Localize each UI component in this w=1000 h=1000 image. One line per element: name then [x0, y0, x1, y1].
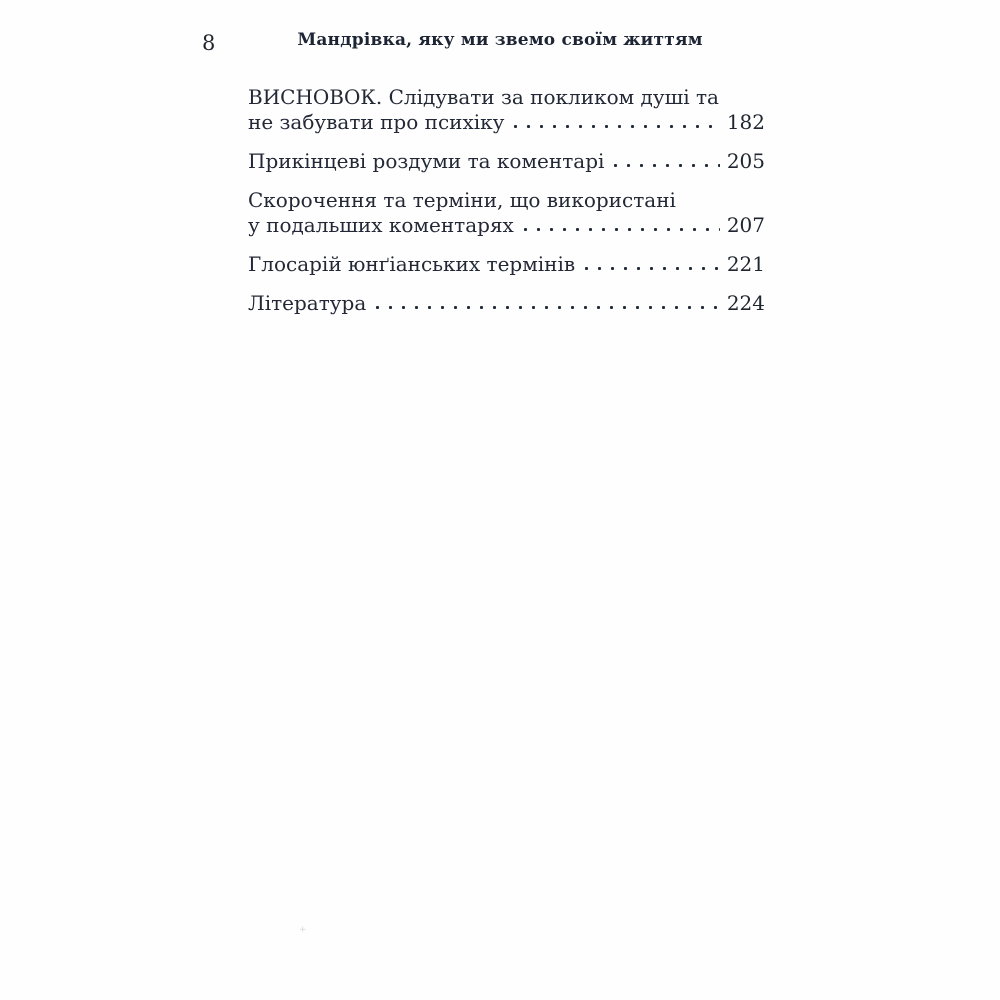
toc-entry: [248, 252, 765, 277]
toc-entry: [248, 85, 765, 135]
toc-entry: [248, 188, 765, 238]
toc-entry-last-line: [248, 291, 765, 316]
toc-entry-last-line: [248, 252, 765, 277]
toc-entry-last-line: [248, 213, 765, 238]
page-number-folio: 8: [202, 31, 216, 55]
toc-entry-line: не забувати про психіку: [248, 110, 505, 134]
scan-artifact-mark: +: [299, 925, 307, 935]
dot-leader: [371, 305, 720, 310]
toc-entry-line: Прикінцеві роздуми та коментарі: [248, 149, 605, 173]
toc-page-number: 221: [726, 252, 765, 276]
running-header-title: Мандрівка, яку ми звемо своїм життям: [297, 30, 703, 50]
toc-entry-line: ВИСНОВОК. Слідувати за покликом душі та: [248, 85, 719, 109]
dot-leader: [509, 124, 719, 129]
toc-entry-line: у подальших коментарях: [248, 213, 514, 237]
toc-entry-line: Скорочення та терміни, що використані: [248, 188, 676, 212]
dot-leader: [519, 227, 720, 232]
toc-entry-last-line: [248, 149, 765, 174]
toc-page-number: 207: [726, 213, 765, 237]
toc-entry: [248, 149, 765, 174]
toc-page-number: 182: [726, 110, 765, 134]
dot-leader: [580, 266, 720, 271]
toc-page-number: 224: [726, 291, 765, 315]
toc-page-number: 205: [726, 149, 765, 173]
toc-entry-last-line: [248, 110, 765, 135]
table-of-contents: [248, 85, 765, 330]
toc-entry: [248, 291, 765, 316]
dot-leader: [609, 163, 719, 168]
toc-entry-line: Література: [248, 291, 367, 315]
toc-entry-line: Глосарій юнґіанських термінів: [248, 252, 576, 276]
running-head: [0, 30, 1000, 56]
